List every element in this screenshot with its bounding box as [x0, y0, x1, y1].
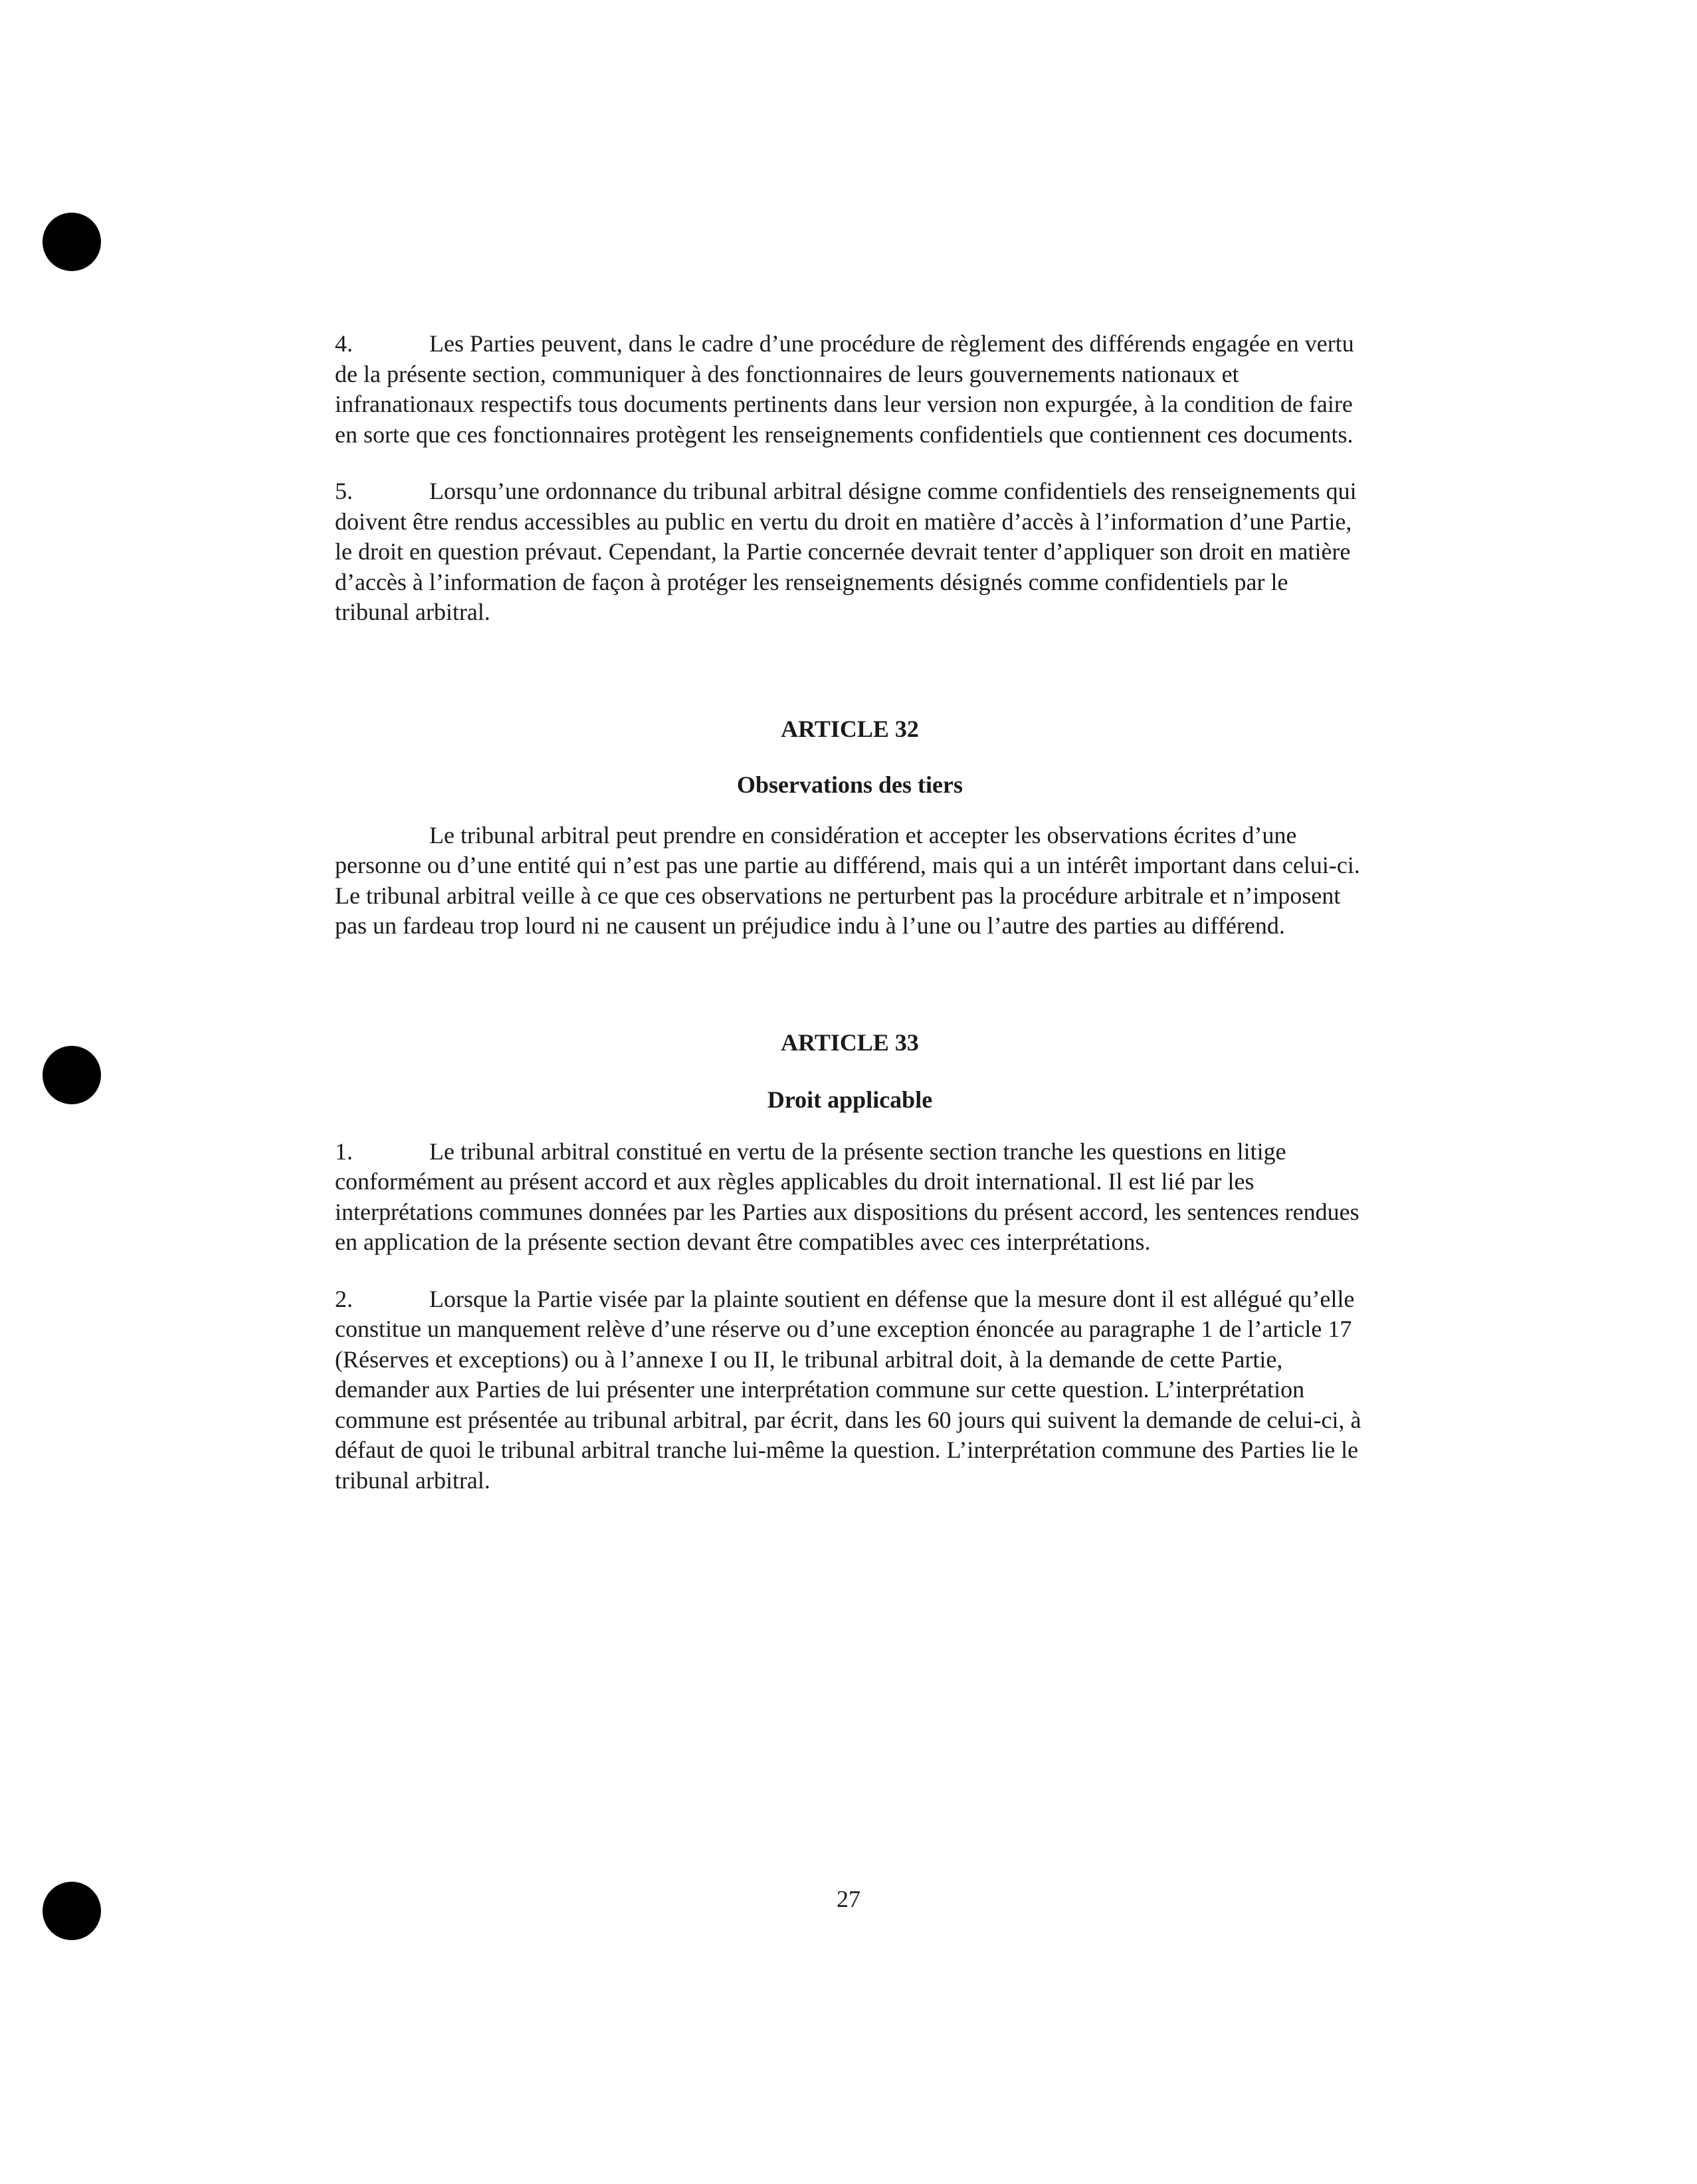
paragraph-text: Le tribunal arbitral constitué en vertu de la présente section tranche les questions en litige conformément au présent accord et aux règles applicables du droit international. Il est lié par les interprétations communes données par les Parties aux dispositions du présent accord, les sentences rendues en application de la présente section devant être compatibles avec ces interprétations. [335, 1138, 1359, 1255]
article-32-heading: ARTICLE 32 [781, 715, 919, 742]
paragraph-text: Les Parties peuvent, dans le cadre d’une procédure de règlement des différends engagée en vertu de la présente section, communiquer à des fonctionnaires de leurs gouvernements nationaux et infranationaux respectifs tous documents pertinents dans leur version non expurgée, à la condition de faire en sorte que ces fonctionnaires protègent les renseignements confidentiels que contiennent ces documents. [335, 330, 1354, 448]
article-32-title: Observations des tiers [737, 771, 963, 798]
paragraph-text: Lorsqu’une ordonnance du tribunal arbitral désigne comme confidentiels des renseignements qui doivent être rendus accessibles au public en vertu du droit en matière d’accès à l’information d’une Partie, le droit en question prévaut. Cependant, la Partie concernée devrait tenter d’appliquer son droit en matière d’accès à l’information de façon à protéger les renseignements désignés comme confidentiels par le tribunal arbitral. [335, 478, 1357, 625]
paragraph-number: 2. [335, 1285, 353, 1312]
document-body [335, 329, 1365, 1496]
punch-hole-middle [43, 1046, 101, 1104]
paragraph-number: 1. [335, 1138, 353, 1165]
punch-hole-top [43, 213, 101, 271]
article-33-paragraph-1 [335, 1137, 1365, 1258]
article-33-paragraph-2 [335, 1284, 1365, 1496]
article-32-body: Le tribunal arbitral peut prendre en considération et accepter les observations écrites d’une personne ou d’une entité qui n’est pas une partie au différend, mais qui a un intérêt important dans celui-ci. Le tribunal arbitral veille à ce que ces observations ne perturbent pas la procédure arbitrale et n’imposent pas un fardeau trop lourd ni ne causent un préjudice indu à l’une ou l’autre des parties au différend. [335, 821, 1360, 939]
paragraph-number: 4. [335, 330, 353, 357]
paragraph-4 [335, 329, 1365, 450]
paragraph-number: 5. [335, 478, 353, 504]
paragraph-text: Lorsque la Partie visée par la plainte soutient en défense que la mesure dont il est allégué qu’elle constitue un manquement relève d’une réserve ou d’une exception énoncée au paragraphe 1 de l’article 17 (Réserves et exceptions) ou à l’annexe I ou II, le tribunal arbitral doit, à la demande de cette Partie, demander aux Parties de lui présenter une interprétation commune sur cette question. L’interprétation commune est présentée au tribunal arbitral, par écrit, dans les 60 jours qui suivent la demande de celui-ci, à défaut de quoi le tribunal arbitral tranche lui-même la question. L’interprétation commune des Parties lie le tribunal arbitral. [335, 1285, 1361, 1494]
page-number: 27 [837, 1886, 860, 1912]
paragraph-5 [335, 476, 1365, 628]
article-33-heading: ARTICLE 33 [781, 1029, 919, 1056]
article-33-title: Droit applicable [767, 1086, 933, 1113]
